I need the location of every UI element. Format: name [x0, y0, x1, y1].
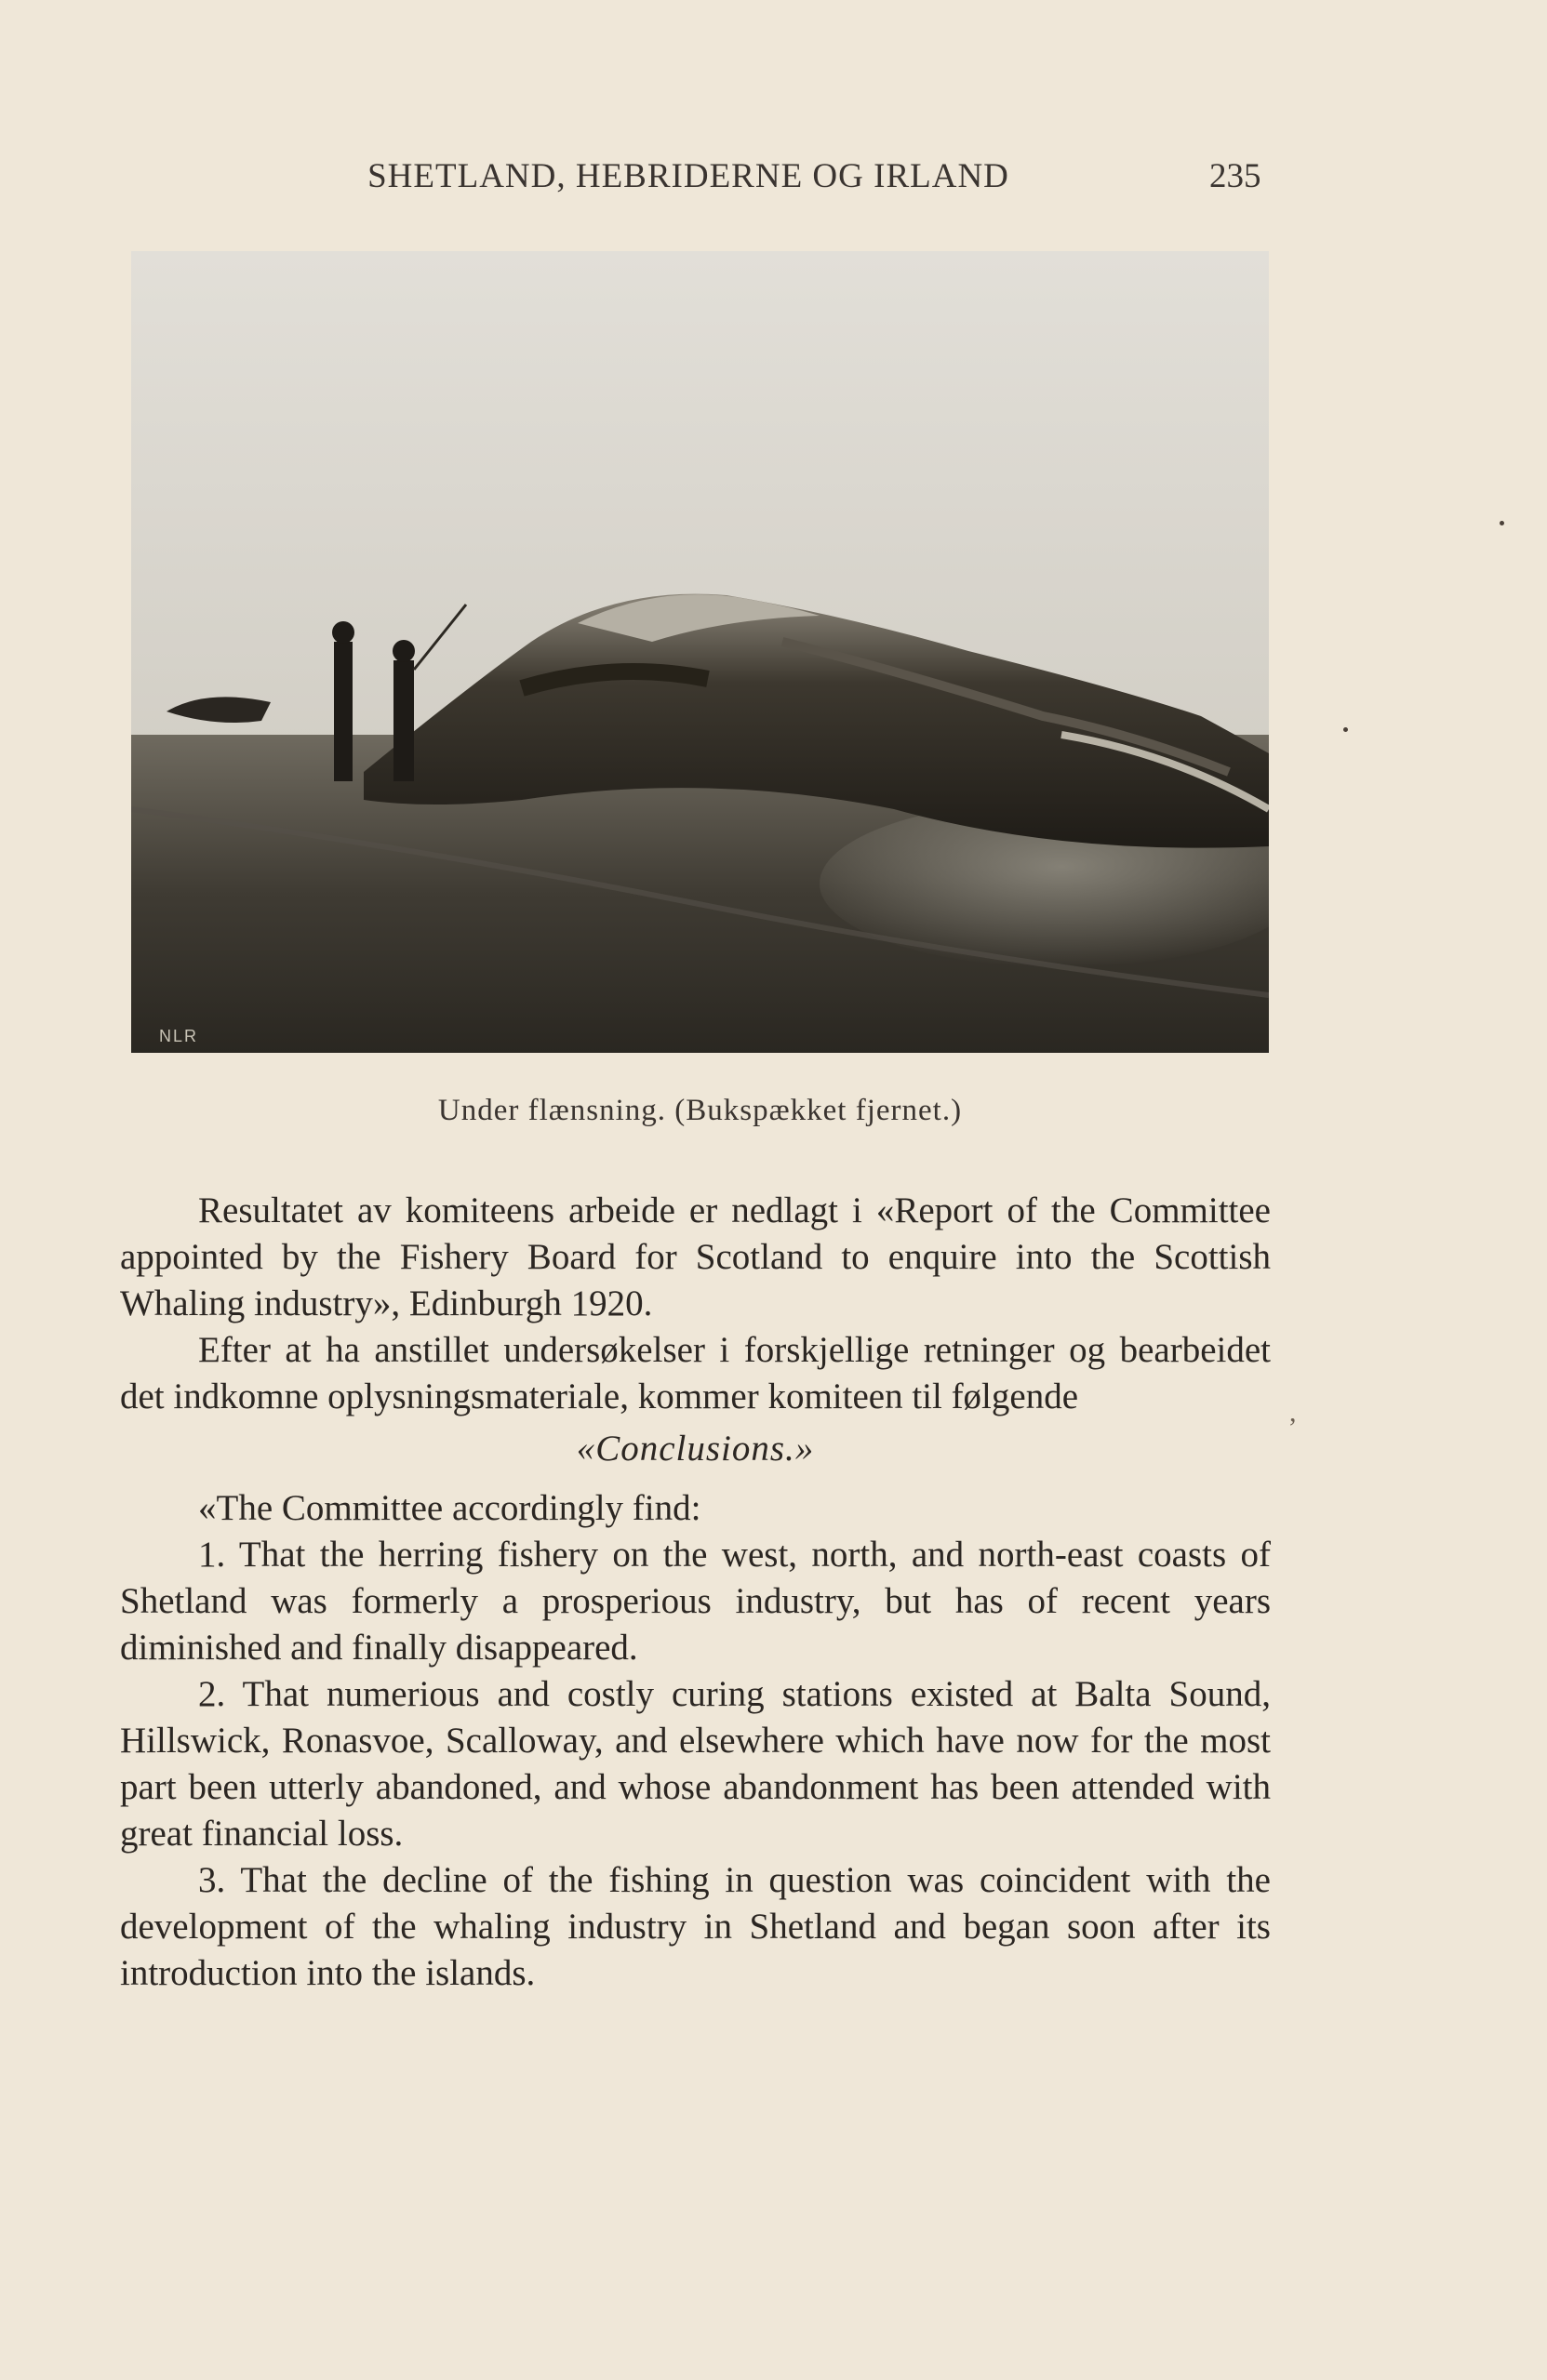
- conclusion-item-3: 3. That the decline of the fishing in question was coincident with the development of the whaling industry in Shetland and began soon after its introduction into the islands.: [120, 1860, 1271, 1993]
- section-heading-conclusions: «Conclusions.»: [576, 1429, 815, 1469]
- paragraph-committee-find: «The Committee accordingly find:: [198, 1488, 701, 1528]
- figure-caption: Under flænsning. (Bukspækket fjernet.): [437, 1094, 963, 1127]
- paper-speck: [1343, 727, 1348, 732]
- photo-watermark: NLR: [159, 1027, 199, 1045]
- paragraph-investigation: Efter at ha anstillet undersøkelser i forskjellige retninger og bearbeidet det indkomne oplysningsmateriale, kommer komiteen til følgende: [120, 1330, 1271, 1416]
- running-head: SHETLAND, HEBRIDERNE OG IRLAND: [367, 157, 1009, 195]
- paragraph-report: Resultatet av komiteens arbeide er nedlagt i «Report of the Committee appointed by the Fishery Board for Scotland to enquire into the Scottish Whaling industry», Edinburgh 1920.: [120, 1190, 1271, 1323]
- body-text: [120, 1188, 1271, 1997]
- paper-speck: [1500, 521, 1504, 525]
- conclusion-item-1: 1. That the herring fishery on the west, north, and north-east coasts of Shetland was formerly a prosperious industry, but has of recent years diminished and finally disappeared.: [120, 1535, 1271, 1668]
- page-number: 235: [1209, 157, 1261, 195]
- whale-photograph: [131, 251, 1269, 1053]
- margin-mark: ,: [1289, 1397, 1297, 1428]
- conclusion-item-2: 2. That numerious and costly curing stations existed at Balta Sound, Hillswick, Ronasvoe, Scalloway, and elsewhere which have now for the most part been utterly abandoned, and whose abandonment has been attended with great financial loss.: [120, 1674, 1271, 1854]
